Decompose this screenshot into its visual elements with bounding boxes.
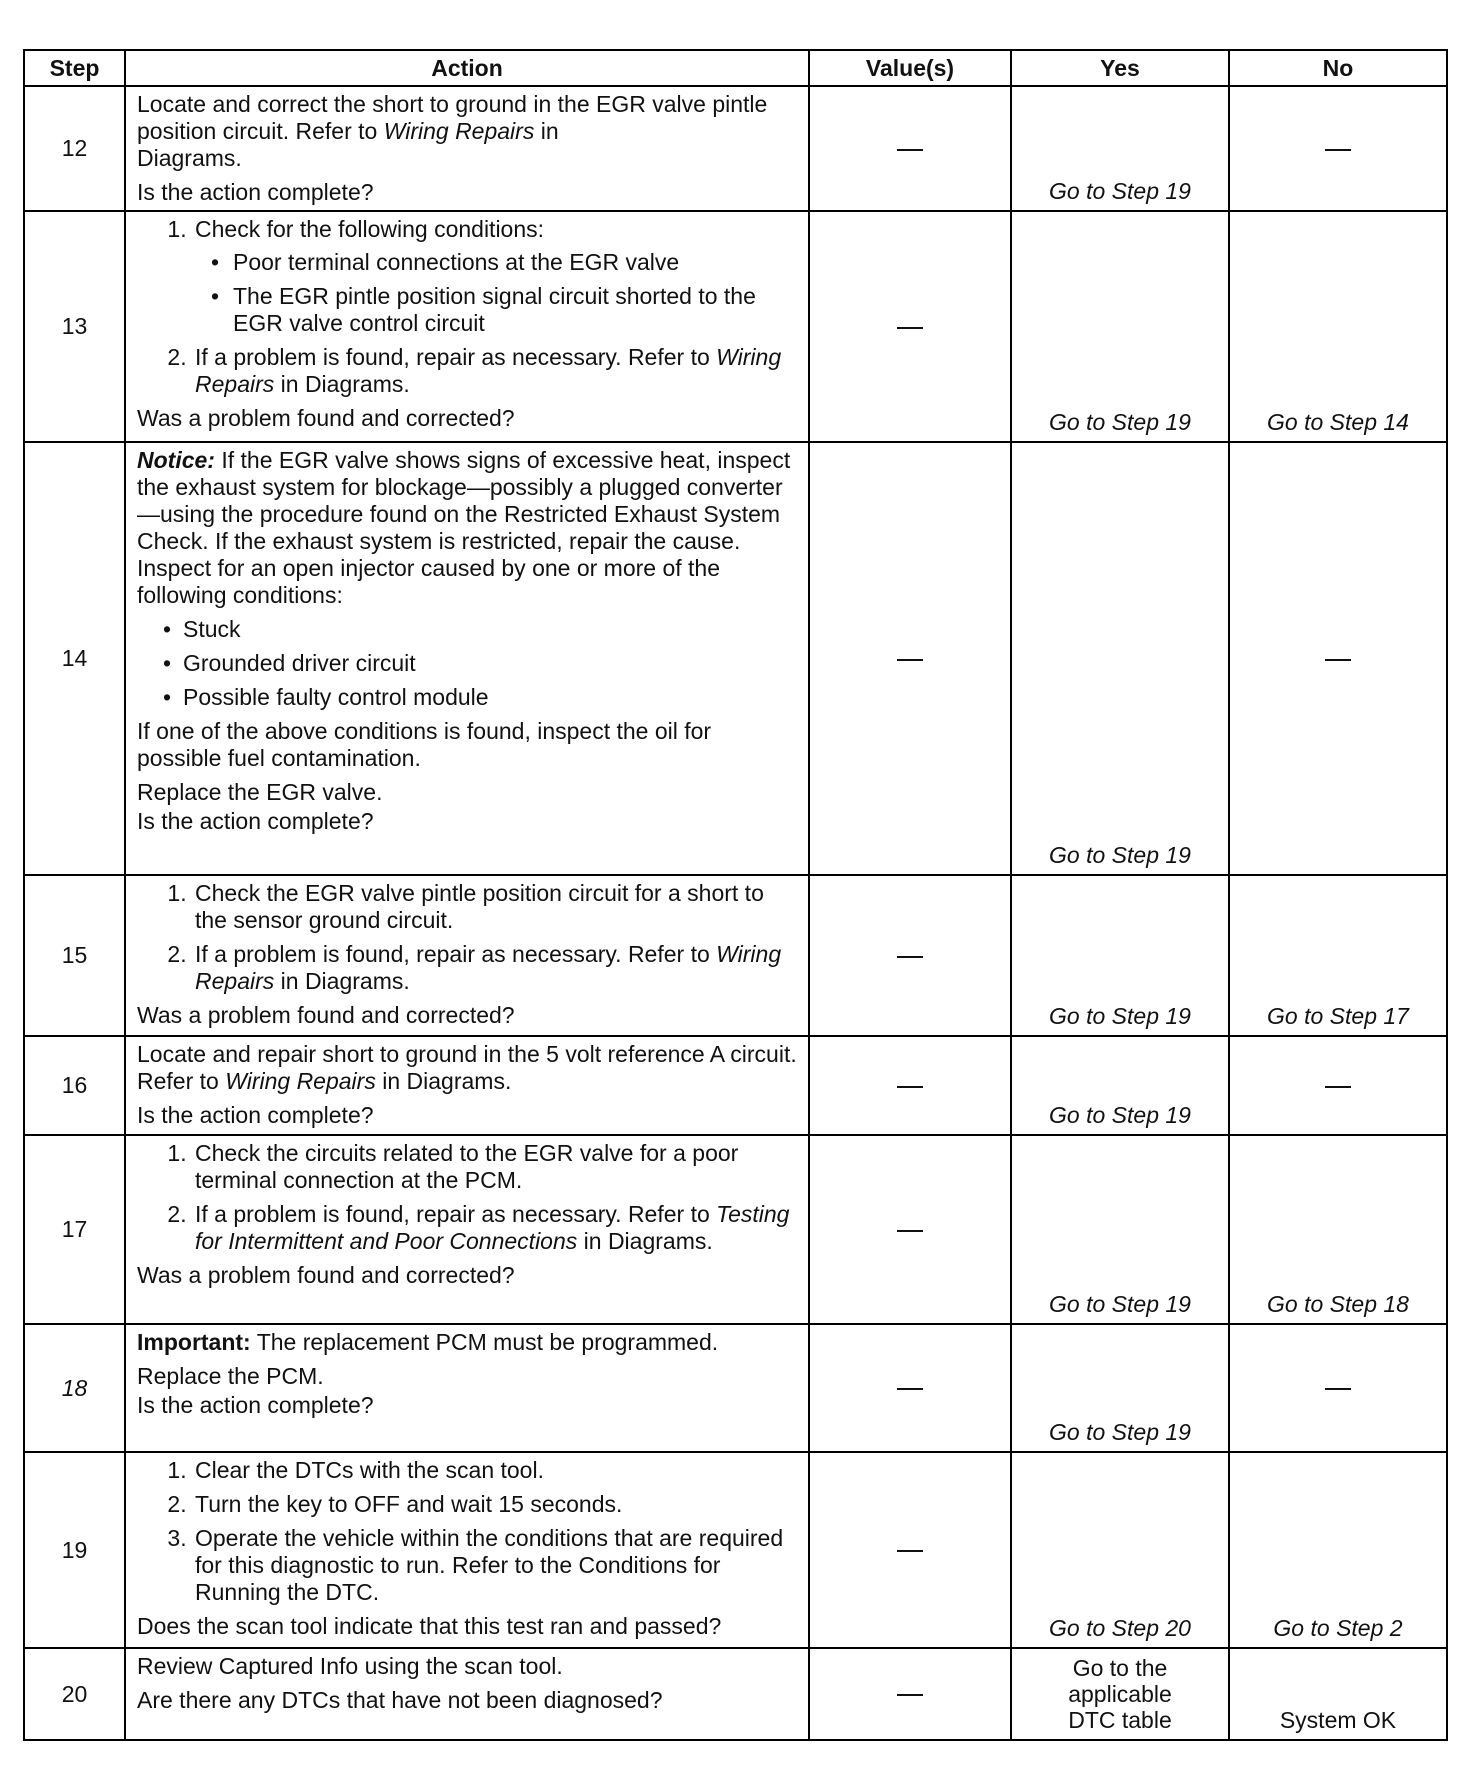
step-number: 19: [24, 1452, 125, 1648]
step-number: 14: [24, 442, 125, 875]
no-cell: [1229, 1036, 1447, 1135]
action-question: Was a problem found and corrected?: [137, 1002, 515, 1028]
action-steps: [137, 1457, 798, 1606]
step-number: 18: [24, 1324, 125, 1452]
empty-value-dash: [897, 149, 923, 151]
yes-cell: Go to Step 19: [1011, 1324, 1229, 1452]
step-number: 13: [24, 211, 125, 442]
value-cell: [809, 1648, 1011, 1740]
no-cell: [1229, 442, 1447, 875]
table-row: [24, 1135, 1447, 1324]
no-cell: Go to Step 14: [1229, 211, 1447, 442]
action-cell: [125, 442, 809, 875]
yes-cell: Go to Step 19: [1011, 86, 1229, 211]
action-text: Replace the PCM.: [137, 1363, 324, 1389]
action-cell: [125, 1036, 809, 1135]
action-step-item: 2. If a problem is found, repair as necessary. Refer to Wiring Repairs in Diagrams.: [193, 941, 798, 995]
action-text: Locate and repair short to ground in the 5 volt reference A circuit. Refer to Wiring Repairs in Diagrams.: [137, 1041, 797, 1094]
action-cell: [125, 1135, 809, 1324]
header-no: No: [1229, 50, 1447, 86]
yes-cell: Go to Step 19: [1011, 442, 1229, 875]
action-text: Locate and correct the short to ground in the EGR valve pintle position circuit. Refer to Wiring Repairs in Diagrams.: [137, 91, 768, 171]
condition-list: [195, 249, 798, 337]
no-cell: System OK: [1229, 1648, 1447, 1740]
step-number: 15: [24, 875, 125, 1036]
notice-text: Notice: If the EGR valve shows signs of excessive heat, inspect the exhaust system for blockage—possibly a plugged converter—using the procedure found on the Restricted Exhaust System Check. If the exhaust system is restricted, repair the cause. Inspect for an open injector caused by one or more of the following conditions:: [137, 447, 791, 608]
condition-list: [137, 616, 798, 711]
yes-cell: Go to the applicable DTC table: [1011, 1648, 1229, 1740]
header-values: Value(s): [809, 50, 1011, 86]
header-step: Step: [24, 50, 125, 86]
action-steps: [137, 880, 798, 995]
diagnostic-table: [23, 49, 1448, 1741]
value-cell: [809, 211, 1011, 442]
empty-value-dash: [897, 1694, 923, 1696]
empty-value-dash: [1325, 659, 1351, 661]
table-row: [24, 211, 1447, 442]
action-text: Review Captured Info using the scan tool.: [137, 1653, 563, 1679]
table-row: [24, 1324, 1447, 1452]
action-question: Is the action complete?: [137, 808, 374, 834]
action-cell: [125, 1452, 809, 1648]
action-step-item: 2. Turn the key to OFF and wait 15 seconds.: [193, 1491, 798, 1518]
empty-value-dash: [897, 659, 923, 661]
action-step-item: 2. If a problem is found, repair as necessary. Refer to Wiring Repairs in Diagrams.: [193, 344, 798, 398]
action-cell: [125, 86, 809, 211]
action-step-item: 1. Clear the DTCs with the scan tool.: [193, 1457, 798, 1484]
action-question: Was a problem found and corrected?: [137, 1262, 515, 1288]
empty-value-dash: [1325, 1388, 1351, 1390]
condition-item: • Grounded driver circuit: [183, 650, 798, 677]
yes-cell: Go to Step 19: [1011, 875, 1229, 1036]
yes-cell: Go to Step 19: [1011, 1036, 1229, 1135]
value-cell: [809, 875, 1011, 1036]
step-number: 17: [24, 1135, 125, 1324]
yes-cell: Go to Step 20: [1011, 1452, 1229, 1648]
no-cell: [1229, 86, 1447, 211]
empty-value-dash: [897, 1086, 923, 1088]
action-text: Replace the EGR valve.: [137, 779, 383, 805]
table-row: [24, 442, 1447, 875]
header-row: [24, 50, 1447, 86]
action-cell: [125, 1324, 809, 1452]
action-steps: [137, 1140, 798, 1255]
value-cell: [809, 1135, 1011, 1324]
step-number: 12: [24, 86, 125, 211]
condition-item: • The EGR pintle position signal circuit shorted to the EGR valve control circuit: [231, 283, 798, 337]
no-cell: Go to Step 2: [1229, 1452, 1447, 1648]
action-step-item: 1. Check the circuits related to the EGR valve for a poor terminal connection at the PCM.: [193, 1140, 798, 1194]
yes-cell: Go to Step 19: [1011, 1135, 1229, 1324]
action-text: If one of the above conditions is found, inspect the oil for possible fuel contamination.: [137, 718, 712, 771]
action-cell: [125, 875, 809, 1036]
table-row: [24, 1452, 1447, 1648]
value-cell: [809, 1036, 1011, 1135]
empty-value-dash: [897, 1388, 923, 1390]
step-number: 20: [24, 1648, 125, 1740]
header-yes: Yes: [1011, 50, 1229, 86]
action-step-item: 3. Operate the vehicle within the conditions that are required for this diagnostic to run. Refer to the Conditions for Running the DTC.: [193, 1525, 798, 1606]
action-question: Are there any DTCs that have not been diagnosed?: [137, 1687, 663, 1713]
important-text: Important: The replacement PCM must be programmed.: [137, 1329, 719, 1355]
table-row: [24, 86, 1447, 211]
action-question: Is the action complete?: [137, 1392, 374, 1418]
empty-value-dash: [1325, 1086, 1351, 1088]
action-cell: [125, 1648, 809, 1740]
action-question: Is the action complete?: [137, 1102, 374, 1128]
action-question: Is the action complete?: [137, 179, 374, 205]
header-action: Action: [125, 50, 809, 86]
action-cell: [125, 211, 809, 442]
empty-value-dash: [897, 1230, 923, 1232]
no-cell: Go to Step 18: [1229, 1135, 1447, 1324]
no-cell: [1229, 1324, 1447, 1452]
value-cell: [809, 1324, 1011, 1452]
empty-value-dash: [1325, 149, 1351, 151]
action-question: Does the scan tool indicate that this test ran and passed?: [137, 1613, 722, 1639]
empty-value-dash: [897, 327, 923, 329]
value-cell: [809, 442, 1011, 875]
yes-cell: Go to Step 19: [1011, 211, 1229, 442]
table-row: [24, 875, 1447, 1036]
action-steps: [137, 216, 798, 398]
condition-item: • Possible faulty control module: [183, 684, 798, 711]
empty-value-dash: [897, 1550, 923, 1552]
action-step-item: 1. Check for the following conditions: • Poor terminal connections at the EGR valve • The EGR pintle position signal circuit shorted to the EGR valve control circuit: [193, 216, 798, 337]
action-step-item: 1. Check the EGR valve pintle position circuit for a short to the sensor ground circuit.: [193, 880, 798, 934]
condition-item: • Stuck: [183, 616, 798, 643]
no-cell: Go to Step 17: [1229, 875, 1447, 1036]
action-question: Was a problem found and corrected?: [137, 405, 515, 431]
action-step-item: 2. If a problem is found, repair as necessary. Refer to Testing for Intermittent and Poor Connections in Diagrams.: [193, 1201, 798, 1255]
empty-value-dash: [897, 956, 923, 958]
step-number: 16: [24, 1036, 125, 1135]
value-cell: [809, 1452, 1011, 1648]
value-cell: [809, 86, 1011, 211]
table-row: [24, 1648, 1447, 1740]
table-row: [24, 1036, 1447, 1135]
condition-item: • Poor terminal connections at the EGR valve: [231, 249, 798, 276]
